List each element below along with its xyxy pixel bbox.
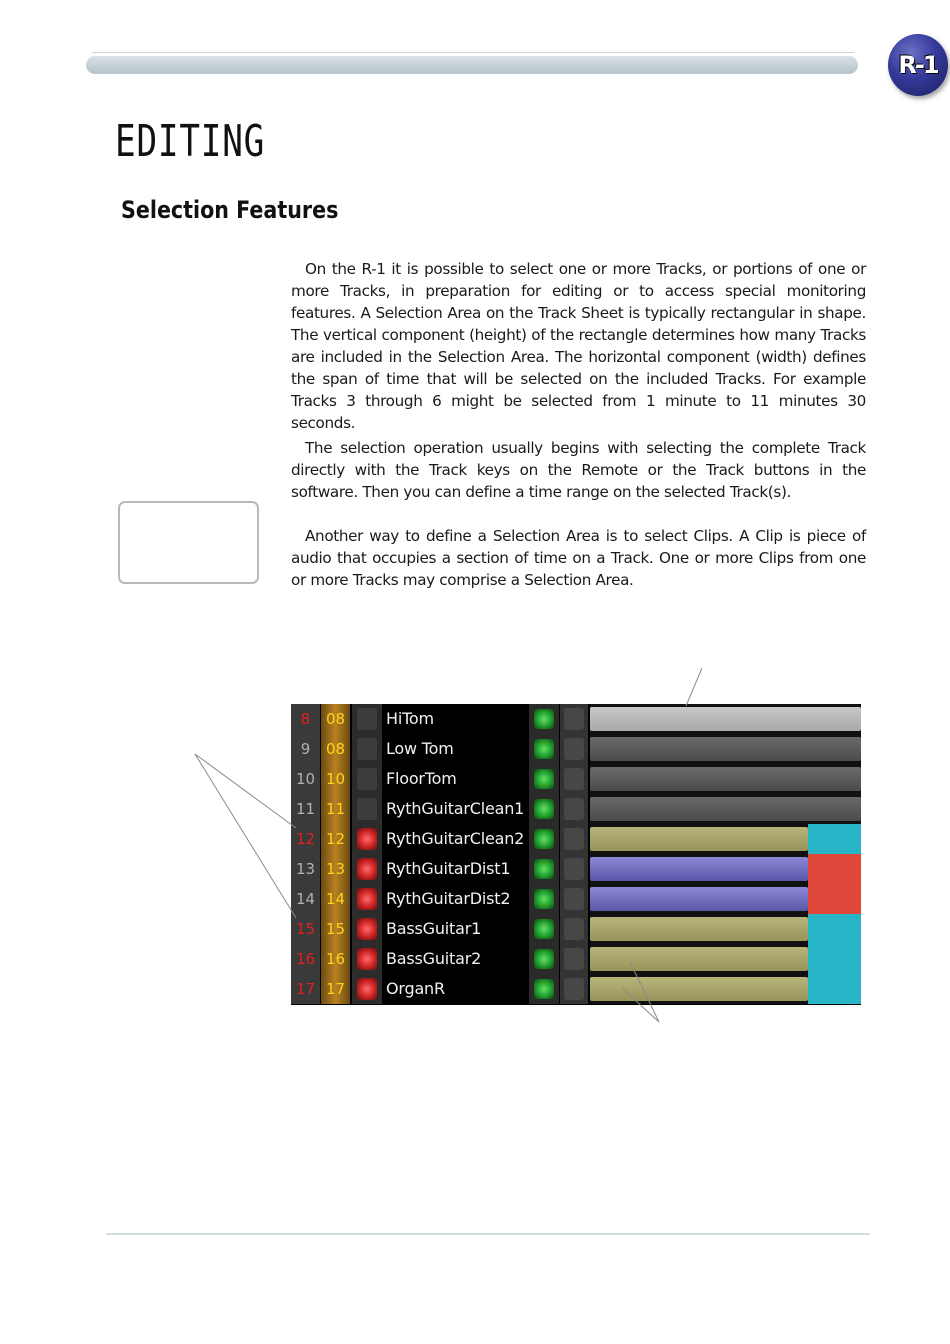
monitor-button[interactable]	[529, 884, 559, 914]
track-lane[interactable]	[590, 884, 861, 914]
select-led-icon	[564, 708, 584, 730]
chapter-title: EDITING	[115, 116, 266, 167]
monitor-button[interactable]	[529, 974, 559, 1004]
audio-clip[interactable]	[590, 827, 808, 851]
monitor-led-icon	[534, 829, 554, 849]
record-arm-button[interactable]	[352, 914, 382, 944]
audio-clip[interactable]	[590, 917, 808, 941]
track-row[interactable]	[291, 914, 861, 944]
selection-marker	[808, 824, 861, 854]
track-name[interactable]: HiTom	[386, 709, 434, 728]
track-number[interactable]: 16	[291, 944, 320, 974]
track-row[interactable]	[291, 824, 861, 854]
track-input[interactable]: 13	[321, 854, 350, 884]
track-row[interactable]	[291, 794, 861, 824]
track-name[interactable]: RythGuitarDist2	[386, 889, 511, 908]
record-led-icon	[357, 828, 377, 850]
audio-clip[interactable]	[590, 707, 861, 731]
select-led-icon	[564, 738, 584, 760]
record-arm-button[interactable]	[352, 974, 382, 1004]
audio-clip[interactable]	[590, 947, 808, 971]
monitor-button[interactable]	[529, 824, 559, 854]
track-name[interactable]: RythGuitarClean2	[386, 829, 525, 848]
track-row[interactable]	[291, 734, 861, 764]
record-arm-button[interactable]	[352, 704, 382, 734]
monitor-led-icon	[534, 799, 554, 819]
track-number[interactable]: 13	[291, 854, 320, 884]
monitor-led-icon	[534, 949, 554, 969]
audio-clip[interactable]	[590, 887, 808, 911]
header-bar	[86, 56, 858, 74]
audio-clip[interactable]	[590, 767, 861, 791]
selection-marker	[808, 944, 861, 974]
track-number[interactable]: 12	[291, 824, 320, 854]
track-name[interactable]: RythGuitarClean1	[386, 799, 525, 818]
monitor-led-icon	[534, 769, 554, 789]
monitor-button[interactable]	[529, 854, 559, 884]
track-input[interactable]: 14	[321, 884, 350, 914]
record-arm-button[interactable]	[352, 764, 382, 794]
body-paragraph-1: On the R-1 it is possible to select one or more Tracks, or portions of one or more Tracks, in preparation for editing or to access special monitoring features. A Selection Area on the Track Sheet is typically rectangular in shape. The vertical component (height) of the rectangle determines how many Tracks are included in the Selection Area. The horizontal component (width) defines the span of time that will be selected on the included Tracks. For example Tracks 3 through 6 might be selected from 1 minute to 11 minutes 30 seconds.	[291, 260, 866, 432]
select-led-icon	[564, 828, 584, 850]
track-number[interactable]: 9	[291, 734, 320, 764]
track-name[interactable]: OrganR	[386, 979, 445, 998]
track-select-button[interactable]	[560, 734, 588, 764]
track-input[interactable]: 08	[321, 704, 350, 734]
track-select-button[interactable]	[560, 704, 588, 734]
record-led-icon	[357, 798, 377, 820]
record-arm-button[interactable]	[352, 794, 382, 824]
section-title: Selection Features	[121, 196, 339, 224]
select-led-icon	[564, 858, 584, 880]
track-lane[interactable]	[590, 914, 861, 944]
track-select-button[interactable]	[560, 944, 588, 974]
track-number[interactable]: 11	[291, 794, 320, 824]
record-led-icon	[357, 948, 377, 970]
audio-clip[interactable]	[590, 737, 861, 761]
callout-line-left-a	[195, 754, 296, 828]
callout-line-top	[686, 668, 702, 706]
monitor-led-icon	[534, 859, 554, 879]
select-led-icon	[564, 798, 584, 820]
callout-line-left-b	[195, 754, 296, 918]
track-lane[interactable]	[590, 824, 861, 854]
track-number[interactable]: 14	[291, 884, 320, 914]
body-paragraph-2: The selection operation usually begins with selecting the complete Track directly with the Track keys on the Remote or the Track buttons in the software. Then you can define a time range on the selected Track(s).	[291, 439, 866, 501]
track-select-button[interactable]	[560, 794, 588, 824]
monitor-led-icon	[534, 919, 554, 939]
selection-marker	[808, 974, 861, 1004]
track-lane[interactable]	[590, 704, 861, 734]
monitor-button[interactable]	[529, 914, 559, 944]
monitor-led-icon	[534, 889, 554, 909]
track-input[interactable]: 11	[321, 794, 350, 824]
track-name[interactable]: FloorTom	[386, 769, 457, 788]
track-input[interactable]: 17	[321, 974, 350, 1004]
track-input[interactable]: 15	[321, 914, 350, 944]
monitor-button[interactable]	[529, 794, 559, 824]
monitor-led-icon	[534, 979, 554, 999]
track-row[interactable]	[291, 884, 861, 914]
select-led-icon	[564, 978, 584, 1000]
record-arm-button[interactable]	[352, 824, 382, 854]
track-select-button[interactable]	[560, 974, 588, 1004]
record-arm-button[interactable]	[352, 734, 382, 764]
record-arm-button[interactable]	[352, 944, 382, 974]
monitor-button[interactable]	[529, 704, 559, 734]
record-led-icon	[357, 768, 377, 790]
footer-rule	[106, 1233, 870, 1235]
track-name[interactable]: BassGuitar2	[386, 949, 482, 968]
track-number[interactable]: 17	[291, 974, 320, 1004]
selection-marker	[808, 884, 861, 914]
margin-note-box	[118, 501, 259, 584]
monitor-led-icon	[534, 739, 554, 759]
track-row[interactable]	[291, 974, 861, 1004]
body-paragraph-3: Another way to define a Selection Area is to select Clips. A Clip is piece of audio that occupies a section of time on a Track. One or more Clips from one or more Tracks may comprise a Selection Area.	[291, 527, 866, 589]
record-led-icon	[357, 708, 377, 730]
track-select-button[interactable]	[560, 824, 588, 854]
track-lane[interactable]	[590, 854, 861, 884]
header-rule	[92, 52, 854, 53]
track-row[interactable]	[291, 854, 861, 884]
select-led-icon	[564, 918, 584, 940]
record-arm-button[interactable]	[352, 884, 382, 914]
selection-marker	[808, 854, 861, 884]
track-lane[interactable]	[590, 794, 861, 824]
monitor-led-icon	[534, 709, 554, 729]
track-row[interactable]	[291, 764, 861, 794]
selection-marker	[808, 914, 861, 944]
track-number[interactable]: 15	[291, 914, 320, 944]
track-select-button[interactable]	[560, 764, 588, 794]
monitor-button[interactable]	[529, 734, 559, 764]
track-lane[interactable]	[590, 764, 861, 794]
track-select-button[interactable]	[560, 914, 588, 944]
track-select-button[interactable]	[560, 884, 588, 914]
r1-logo: R-1	[888, 34, 948, 96]
track-lane[interactable]	[590, 944, 861, 974]
track-row[interactable]	[291, 704, 861, 734]
track-name[interactable]: Low Tom	[386, 739, 454, 758]
record-led-icon	[357, 858, 377, 880]
audio-clip[interactable]	[590, 857, 808, 881]
record-led-icon	[357, 738, 377, 760]
record-led-icon	[357, 918, 377, 940]
track-number[interactable]: 10	[291, 764, 320, 794]
audio-clip[interactable]	[590, 797, 861, 821]
audio-clip[interactable]	[590, 977, 808, 1001]
track-name[interactable]: BassGuitar1	[386, 919, 482, 938]
select-led-icon	[564, 768, 584, 790]
record-arm-button[interactable]	[352, 854, 382, 884]
track-sheet-screenshot	[291, 704, 861, 1005]
select-led-icon	[564, 948, 584, 970]
monitor-button[interactable]	[529, 944, 559, 974]
track-row[interactable]	[291, 944, 861, 974]
track-number[interactable]: 8	[291, 704, 320, 734]
track-lane[interactable]	[590, 734, 861, 764]
track-select-button[interactable]	[560, 854, 588, 884]
track-input[interactable]: 10	[321, 764, 350, 794]
record-led-icon	[357, 978, 377, 1000]
select-led-icon	[564, 888, 584, 910]
track-input[interactable]: 12	[321, 824, 350, 854]
track-name[interactable]: RythGuitarDist1	[386, 859, 511, 878]
track-lane[interactable]	[590, 974, 861, 1004]
record-led-icon	[357, 888, 377, 910]
track-input[interactable]: 16	[321, 944, 350, 974]
monitor-button[interactable]	[529, 764, 559, 794]
track-input[interactable]: 08	[321, 734, 350, 764]
